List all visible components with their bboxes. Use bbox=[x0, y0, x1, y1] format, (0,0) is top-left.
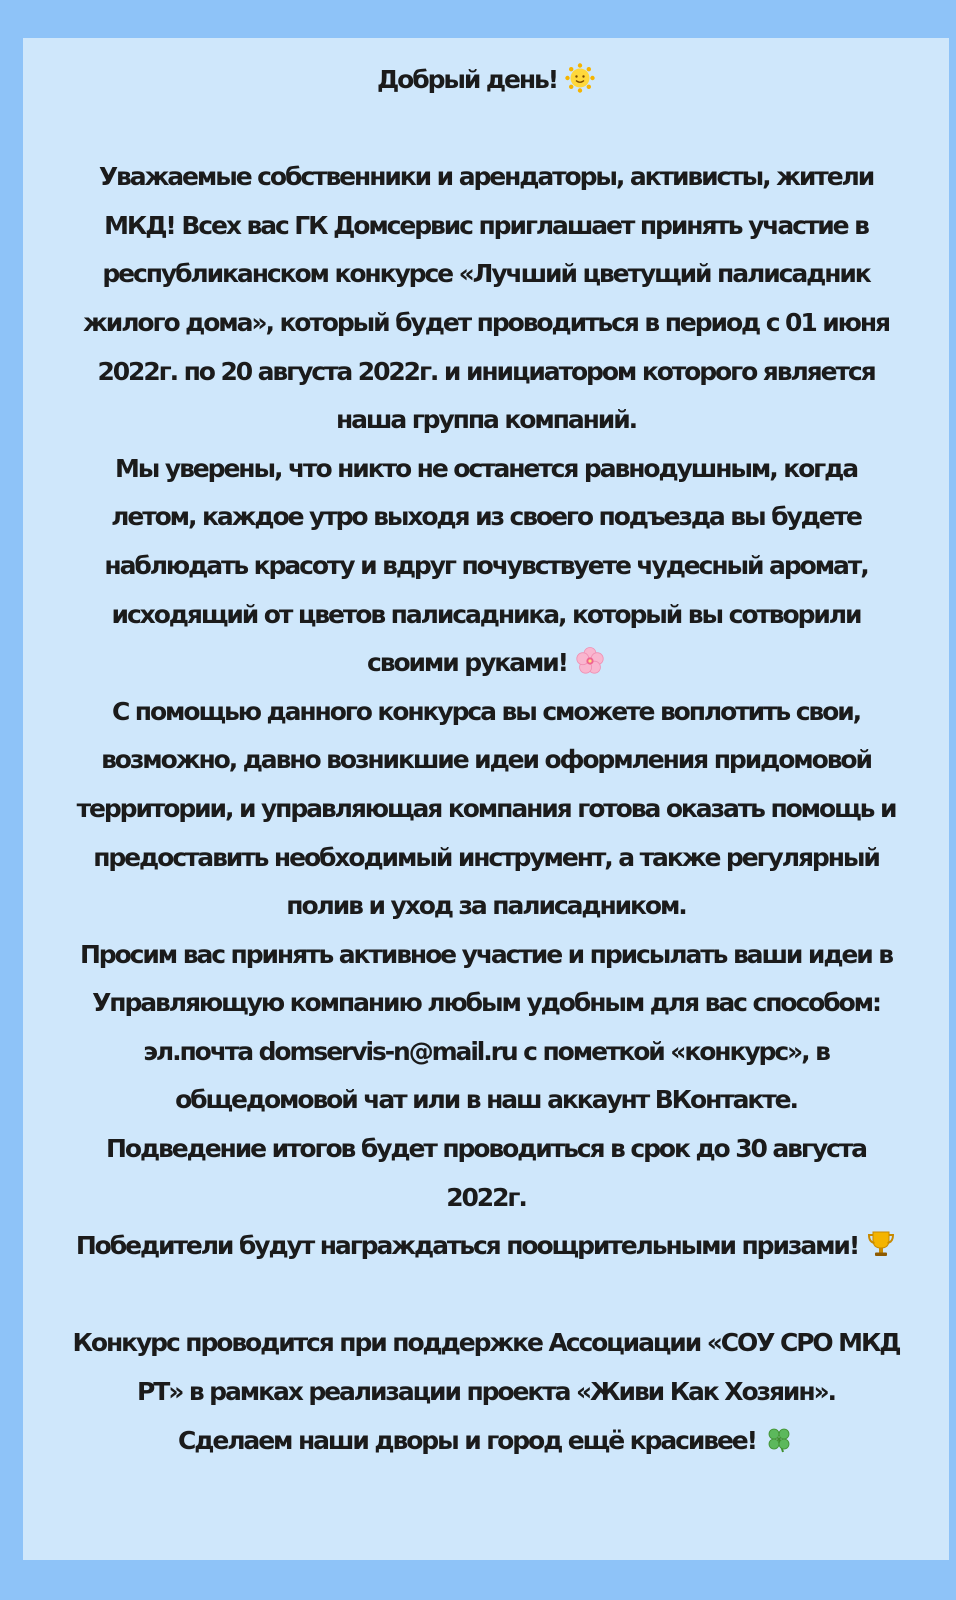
text-line: 2022г. по 20 августа 2022г. и инициатором которого является bbox=[97, 356, 875, 386]
paragraph-sponsor bbox=[23, 1319, 949, 1465]
text-line: Управляющую компанию любым удобным для вас способом: bbox=[92, 988, 880, 1018]
text-line: своими руками! bbox=[367, 648, 567, 678]
text-line: наша группа компаний. bbox=[335, 405, 637, 435]
text-line: Мы уверены, что никто не останется равнодушным, когда bbox=[115, 453, 857, 483]
announcement-card bbox=[23, 38, 949, 1560]
text-line: РТ» в рамках реализации проекта «Живи Как Хозяин». bbox=[137, 1377, 835, 1407]
text-line: общедомовой чат или в наш аккаунт ВКонтакте. bbox=[175, 1085, 797, 1115]
paragraph-prizes bbox=[23, 1222, 949, 1271]
paragraph-support bbox=[23, 688, 949, 931]
text-line: наблюдать красоту и вдруг почувствуете чудесный аромат, bbox=[104, 550, 868, 580]
text-line: МКД! Всех вас ГК Домсервис приглашает принять участие в bbox=[104, 210, 868, 240]
text-line: жилого дома», который будет проводиться в период с 01 июня bbox=[83, 307, 889, 337]
text-line: 2022г. bbox=[446, 1182, 526, 1212]
text-line: эл.почта domservis-n@mail.ru с пометкой «конкурс», в bbox=[143, 1036, 829, 1066]
text-line-with-icon bbox=[23, 1222, 949, 1271]
paragraph-invitation bbox=[23, 153, 949, 445]
text-line: С помощью данного конкурса вы сможете воплотить свои, bbox=[111, 696, 861, 726]
text-line: полив и уход за палисадником. bbox=[286, 891, 686, 921]
cherry-blossom-icon bbox=[575, 646, 605, 676]
text-line-with-icon bbox=[23, 639, 949, 688]
spacer bbox=[23, 1271, 949, 1320]
text-line: Просим вас принять активное участие и присылать ваши идеи в bbox=[79, 939, 893, 969]
sun-face-icon bbox=[565, 63, 595, 93]
text-line: исходящий от цветов палисадника, который вы сотворили bbox=[111, 599, 861, 629]
text-line: Уважаемые собственники и арендаторы, активисты, жители bbox=[98, 162, 874, 192]
paragraph-motivation bbox=[23, 445, 949, 688]
text-line: республиканском конкурсе «Лучший цветущий палисадник bbox=[102, 259, 870, 289]
text-line: Сделаем наши дворы и город ещё красивее! bbox=[178, 1425, 756, 1455]
text-line-with-icon bbox=[23, 1417, 949, 1466]
text-line: Конкурс проводится при поддержке Ассоциации «СОУ СРО МКД bbox=[72, 1328, 900, 1358]
greeting-line bbox=[23, 56, 949, 105]
paragraph-contacts bbox=[23, 931, 949, 1125]
text-line: предоставить необходимый инструмент, а также регулярный bbox=[93, 842, 879, 872]
spacer bbox=[23, 105, 949, 154]
paragraph-results bbox=[23, 1125, 949, 1222]
text-line: Победители будут награждаться поощрительными призами! bbox=[75, 1231, 859, 1261]
text-line: возможно, давно возникшие идеи оформления придомовой bbox=[101, 745, 871, 775]
greeting-text: Добрый день! bbox=[376, 65, 558, 94]
trophy-icon bbox=[866, 1229, 896, 1259]
text-line: летом, каждое утро выходя из своего подъезда вы будете bbox=[111, 502, 861, 532]
four-leaf-clover-icon bbox=[764, 1424, 794, 1454]
text-line: территории, и управляющая компания готова оказать помощь и bbox=[76, 793, 896, 823]
text-line: Подведение итогов будет проводиться в срок до 30 августа bbox=[106, 1134, 866, 1164]
